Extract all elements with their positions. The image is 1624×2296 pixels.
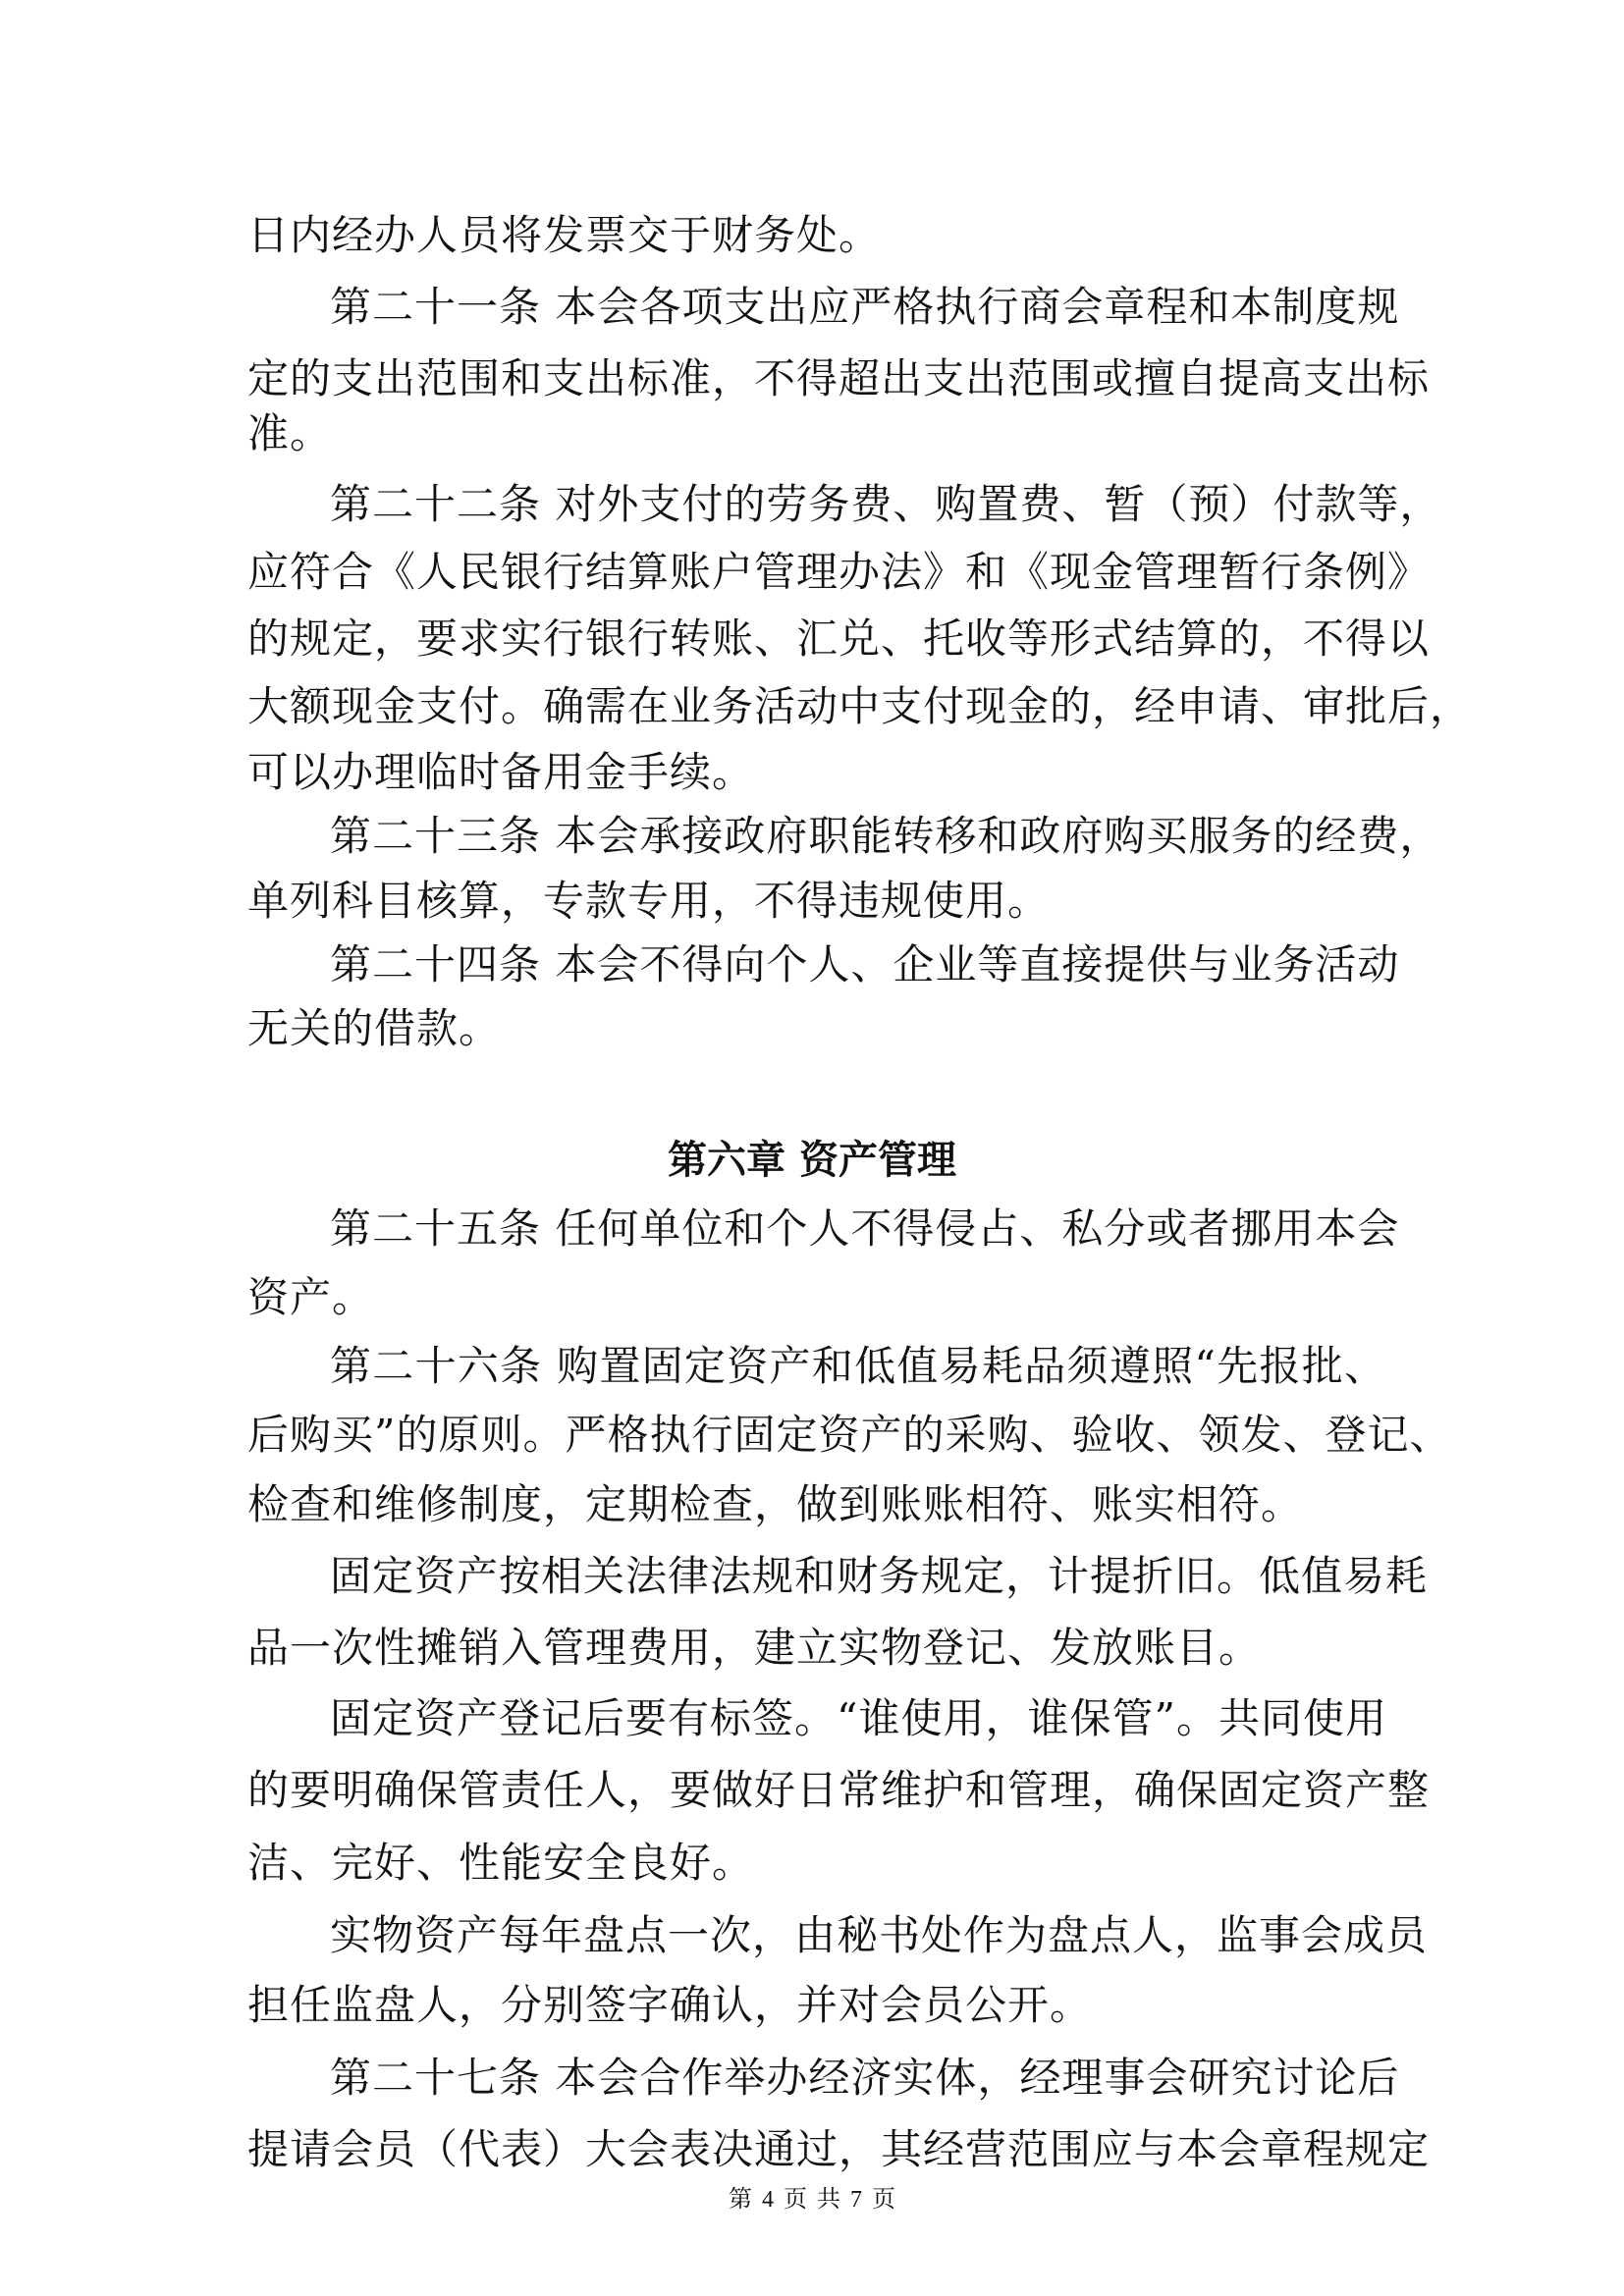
text-line: 洁、完好、性能安全良好。 (247, 1839, 755, 1887)
article-26-line: 第二十六条 购置固定资产和低值易耗品须遵照“先报批、 (330, 1342, 1386, 1390)
article-25-line: 第二十五条 任何单位和个人不得侵占、私分或者挪用本会 (330, 1204, 1400, 1253)
text-line: 担任监盘人，分别签字确认，并对会员公开。 (247, 1981, 1093, 2029)
text-line: 定的支出范围和支出标准，不得超出支出范围或擅自提高支出标 (247, 354, 1431, 402)
text-line: 应符合《人民银行结算账户管理办法》和《现金管理暂行条例》 (247, 548, 1431, 596)
text-line: 品一次性摊销入管理费用，建立实物登记、发放账目。 (247, 1624, 1262, 1672)
article-23-line: 第二十三条 本会承接政府职能转移和政府购买服务的经费， (330, 812, 1442, 860)
text-line: 的规定，要求实行银行转账、汇兑、托收等形式结算的，不得以 (247, 614, 1431, 663)
text-line: 日内经办人员将发票交于财务处。 (247, 211, 882, 259)
paragraph-line: 固定资产按相关法律法规和财务规定，计提折旧。低值易耗 (330, 1552, 1429, 1600)
text-line: 后购买”的原则。严格执行固定资产的采购、验收、领发、登记、 (247, 1411, 1452, 1459)
text-line: 检查和维修制度，定期检查，做到账账相符、账实相符。 (247, 1480, 1304, 1528)
text-line: 资产。 (247, 1273, 375, 1321)
text-line: 大额现金支付。确需在业务活动中支付现金的，经申请、审批后， (247, 682, 1473, 730)
text-line: 提请会员（代表）大会表决通过，其经营范围应与本会章程规定 (247, 2125, 1431, 2173)
article-27-line: 第二十七条 本会合作举办经济实体，经理事会研究讨论后 (330, 2054, 1400, 2102)
article-21-line: 第二十一条 本会各项支出应严格执行商会章程和本制度规 (330, 283, 1400, 331)
text-line: 单列科目核算，专款专用，不得违规使用。 (247, 877, 1051, 925)
text-line: 无关的借款。 (247, 1004, 502, 1052)
text-line: 可以办理临时备用金手续。 (247, 748, 755, 796)
text-line: 准。 (247, 409, 333, 457)
paragraph-line: 实物资产每年盘点一次，由秘书处作为盘点人，监事会成员 (330, 1911, 1429, 1959)
paragraph-line: 固定资产登记后要有标签。“谁使用，谁保管”。共同使用 (330, 1694, 1387, 1742)
page-footer: 第 4 页 共 7 页 (729, 2187, 895, 2213)
text-line: 的要明确保管责任人，要做好日常维护和管理，确保固定资产整 (247, 1766, 1431, 1814)
chapter-title: 第六章 资产管理 (668, 1138, 956, 1183)
article-22-line: 第二十二条 对外支付的劳务费、购置费、暂（预）付款等， (330, 480, 1442, 528)
article-24-line: 第二十四条 本会不得向个人、企业等直接提供与业务活动 (330, 940, 1400, 988)
